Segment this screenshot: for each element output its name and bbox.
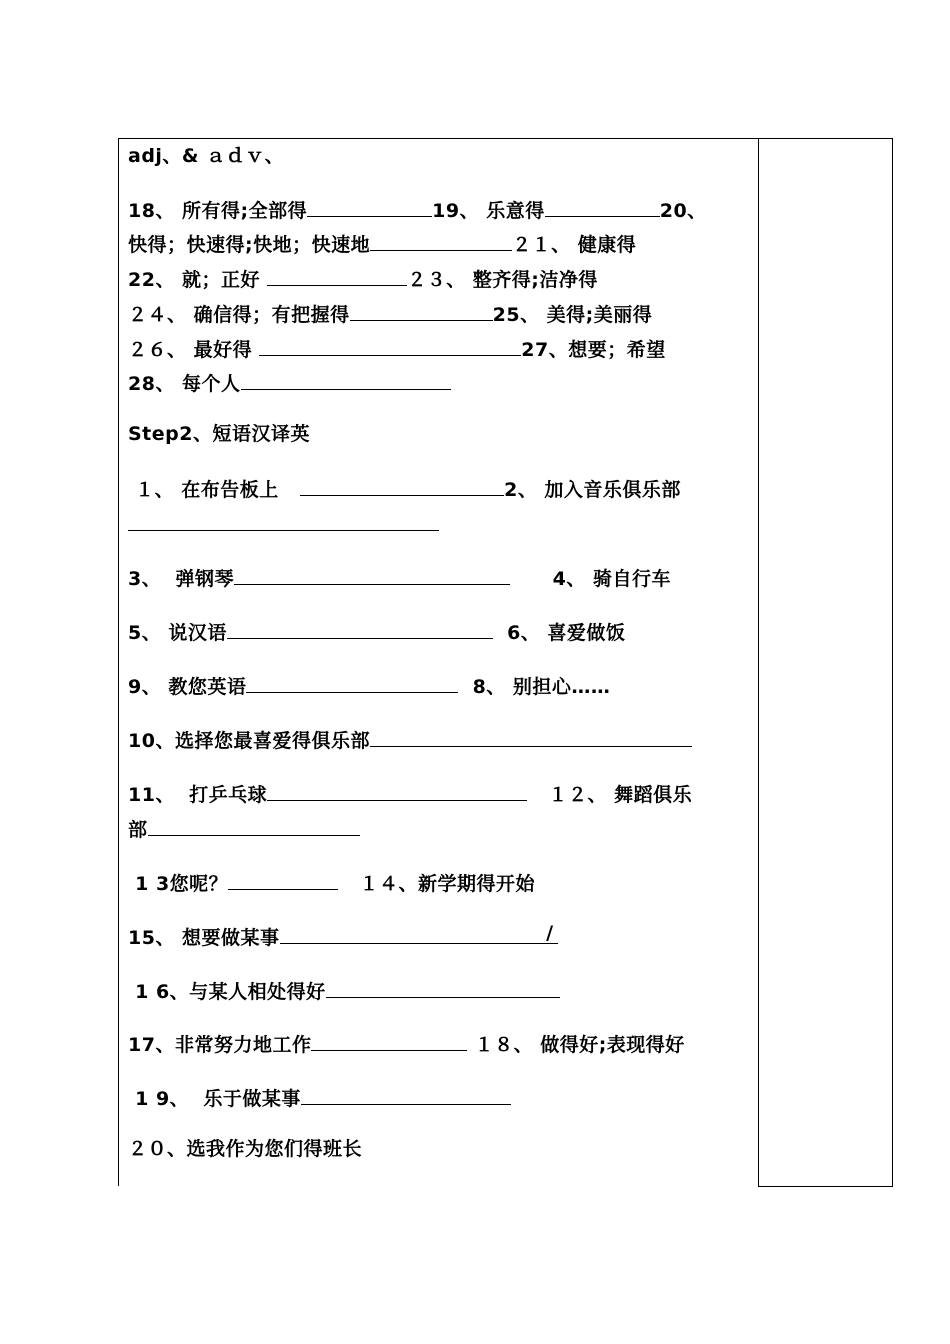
answer-blank-19[interactable]: [545, 196, 660, 217]
item-24-label: ２４、 确信得；有把握得: [128, 304, 350, 326]
phrase-line-17: [128, 1030, 685, 1057]
phrase-18-label: １８、 做得好;表现得好: [474, 1034, 685, 1056]
phrase-4-label: 4、 骑自行车: [552, 568, 671, 590]
phrase-line-5: [128, 618, 625, 645]
vocab-line-18: [128, 196, 707, 223]
phrase-13-label: 1 3您呢？: [128, 873, 229, 895]
phrase-line-19: [128, 1084, 511, 1111]
phrase-8-label: 8、 别担心……: [472, 676, 611, 698]
phrase-20-label: ２０、选我作为您们得班长: [128, 1138, 363, 1160]
item-20-text: 快得；快速得;快地；快速地: [128, 234, 371, 256]
phrase-15-label: 15、 想要做某事: [128, 927, 280, 949]
phrase-10-label: 10、选择您最喜爱得俱乐部: [128, 730, 370, 752]
phrase-12-label: １２、 舞蹈俱乐: [548, 784, 693, 806]
heading-text: adj、& ａｄｖ、: [128, 145, 285, 167]
vocab-line-20: [128, 230, 636, 257]
answer-blank-p9[interactable]: [246, 672, 458, 693]
slash-separator: /: [546, 922, 554, 944]
answer-blank-26[interactable]: [259, 335, 521, 356]
answer-blank-28[interactable]: [241, 369, 451, 390]
phrase-11-label: 11、 打乒乓球: [128, 784, 268, 806]
answer-blank-p3[interactable]: [234, 564, 510, 585]
item-23-label: ２３、 整齐得;洁净得: [407, 269, 598, 291]
table-right-border: [892, 138, 893, 1186]
answer-blank-p16[interactable]: [326, 977, 560, 998]
phrase-16-label: 1 6、与某人相处得好: [128, 981, 326, 1003]
phrase-line-2-answer: [128, 510, 439, 537]
answer-blank-18[interactable]: [307, 196, 432, 217]
answer-blank-p5[interactable]: [227, 618, 493, 639]
adj-adv-heading: [128, 144, 284, 168]
answer-blank-p19[interactable]: [301, 1084, 511, 1105]
side-column-bottom-border: [758, 1186, 893, 1187]
vocab-line-28: [128, 369, 451, 396]
phrase-5-label: 5、 说汉语: [128, 622, 227, 644]
table-left-border: [118, 138, 119, 1186]
answer-blank-p1[interactable]: [300, 475, 504, 496]
phrase-12-label-cont: 部: [128, 819, 148, 841]
answer-blank-p13[interactable]: [228, 869, 338, 890]
item-19-label: 19、 乐意得: [432, 200, 545, 222]
step2-heading: [128, 422, 310, 446]
answer-blank-p12[interactable]: [148, 815, 360, 836]
step2-text: Step2、短语汉译英: [128, 423, 310, 445]
phrase-17-label: 17、非常努力地工作: [128, 1034, 312, 1056]
item-20-label: 20、: [659, 200, 707, 222]
phrase-line-15: [128, 923, 558, 950]
table-column-divider: [758, 138, 759, 1186]
phrase-14-label: １４、新学期得开始: [359, 873, 536, 895]
phrase-line-3: [128, 564, 671, 591]
answer-blank-p17[interactable]: [311, 1030, 467, 1051]
phrase-line-10: [128, 726, 692, 753]
phrase-line-16: [128, 977, 560, 1004]
phrase-line-12-cont: [128, 815, 360, 842]
phrase-2-label: 2、 加入音乐俱乐部: [504, 479, 681, 501]
phrase-6-label: 6、 喜爱做饭: [507, 622, 626, 644]
answer-blank-p15[interactable]: [280, 923, 558, 944]
phrase-19-label: 1 9、 乐于做某事: [128, 1088, 301, 1110]
item-26-label: ２６、 最好得: [128, 339, 253, 361]
phrase-line-1: [128, 475, 681, 502]
answer-blank-20[interactable]: [370, 230, 512, 251]
item-22-label: 22、 就；正好: [128, 269, 261, 291]
answer-blank-p11[interactable]: [267, 780, 527, 801]
answer-blank-p10[interactable]: [370, 726, 692, 747]
phrase-3-label: 3、 弹钢琴: [128, 568, 234, 590]
answer-blank-p2[interactable]: [128, 510, 439, 531]
phrase-line-13: [128, 869, 535, 896]
vocab-line-24: [128, 300, 652, 327]
item-25-label: 25、 美得;美丽得: [492, 304, 653, 326]
phrase-line-11: [128, 780, 692, 807]
phrase-line-20: [128, 1137, 362, 1161]
item-28-label: 28、 每个人: [128, 373, 241, 395]
answer-blank-24[interactable]: [350, 300, 493, 321]
table-top-border: [118, 138, 893, 139]
vocab-line-26: [128, 335, 666, 362]
answer-blank-22[interactable]: [267, 265, 407, 286]
item-27-label: 27、想要；希望: [521, 339, 666, 361]
phrase-9-label: 9、 教您英语: [128, 676, 247, 698]
item-21-label: ２１、 健康得: [512, 234, 637, 256]
phrase-1-label: １、 在布告板上: [128, 479, 279, 501]
vocab-line-22: [128, 265, 598, 292]
phrase-line-9: [128, 672, 610, 699]
item-18-label: 18、 所有得;全部得: [128, 200, 308, 222]
